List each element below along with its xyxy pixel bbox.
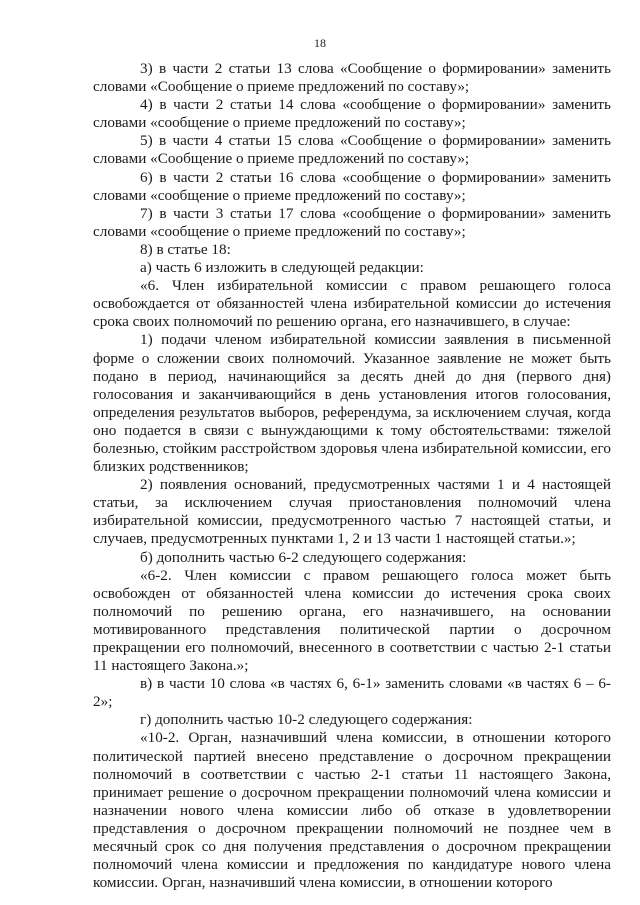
paragraph-part-6-point-1: 1) подачи членом избирательной комиссии заявления в письменной форме о сложении своих полномочий. Указанное заявление не может быть подано в период, начинающийся за десять дней до дня (первого дня) голосования и заканчивающийся в день установления итогов голосования, определения результатов выборов, референдума, за исключением случая, когда оно подается в связи с вынуждающими к тому обстоятельствами: тяжелой болезнью, стойким расстройством здоровья члена избирательной комиссии, его близких родственников;: [93, 331, 611, 476]
paragraph-item-7: 7) в части 3 статьи 17 слова «сообщение о формировании» заменить словами «сообщение о приеме предложений по составу»;: [93, 204, 611, 240]
paragraph-part-6-point-2: 2) появления оснований, предусмотренных частями 1 и 4 настоящей статьи, за исключением случая приостановления полномочий члена избирательной комиссии, предусмотренного частью 7 настоящей статьи, и случаев, предусмотренных пунктами 1, 2 и 13 части 1 настоящей статьи.»;: [93, 476, 611, 548]
paragraph-subitem-b: б) дополнить частью 6-2 следующего содержания:: [140, 548, 467, 566]
paragraph-part-6: «6. Член избирательной комиссии с правом решающего голоса освобождается от обязанностей члена избирательной комиссии до истечения срока своих полномочий по решению органа, его назначившего, в случае:: [93, 277, 611, 331]
paragraph-part-10-2: «10-2. Орган, назначивший члена комиссии, в отношении которого политической партией внесено представление о досрочном прекращении полномочий в соответствии с частью 2-1 статьи 11 настоящего Закона, принимает решение о досрочном прекращении полномочий члена комиссии и назначении нового члена комиссии либо об отказе в удовлетворении представления о досрочном прекращении полномочий не позднее чем в месячный срок со дня получения представления о досрочном прекращении полномочий члена комиссии и предложения по кандидатуре нового члена комиссии. Орган, назначивший члена комиссии, в отношении которого: [93, 729, 611, 892]
paragraph-subitem-g: г) дополнить частью 10-2 следующего содержания:: [140, 711, 473, 729]
paragraph-subitem-v: в) в части 10 слова «в частях 6, 6-1» заменить словами «в частях 6 – 6-2»;: [93, 675, 611, 711]
paragraph-item-3: 3) в части 2 статьи 13 слова «Сообщение о формировании» заменить словами «Сообщение о приеме предложений по составу»;: [93, 60, 611, 96]
paragraph-item-5: 5) в части 4 статьи 15 слова «Сообщение о формировании» заменить словами «Сообщение о приеме предложений по составу»;: [93, 132, 611, 168]
page-number: 18: [314, 36, 326, 50]
paragraph-item-4: 4) в части 2 статьи 14 слова «сообщение о формировании» заменить словами «сообщение о приеме предложений по составу»;: [93, 96, 611, 132]
paragraph-part-6-2: «6-2. Член комиссии с правом решающего голоса может быть освобожден от обязанностей члена комиссии до истечения срока своих полномочий по решению органа, его назначившего, на основании мотивированного представления политической партии о досрочном прекращении его полномочий, внесенного в соответствии с частью 2-1 статьи 11 настоящего Закона.»;: [93, 566, 611, 675]
document-body: [93, 60, 611, 892]
paragraph-item-6: 6) в части 2 статьи 16 слова «сообщение о формировании» заменить словами «сообщение о приеме предложений по составу»;: [93, 168, 611, 204]
paragraph-item-8: 8) в статье 18:: [140, 240, 231, 258]
paragraph-subitem-a: а) часть 6 изложить в следующей редакции:: [140, 259, 424, 277]
